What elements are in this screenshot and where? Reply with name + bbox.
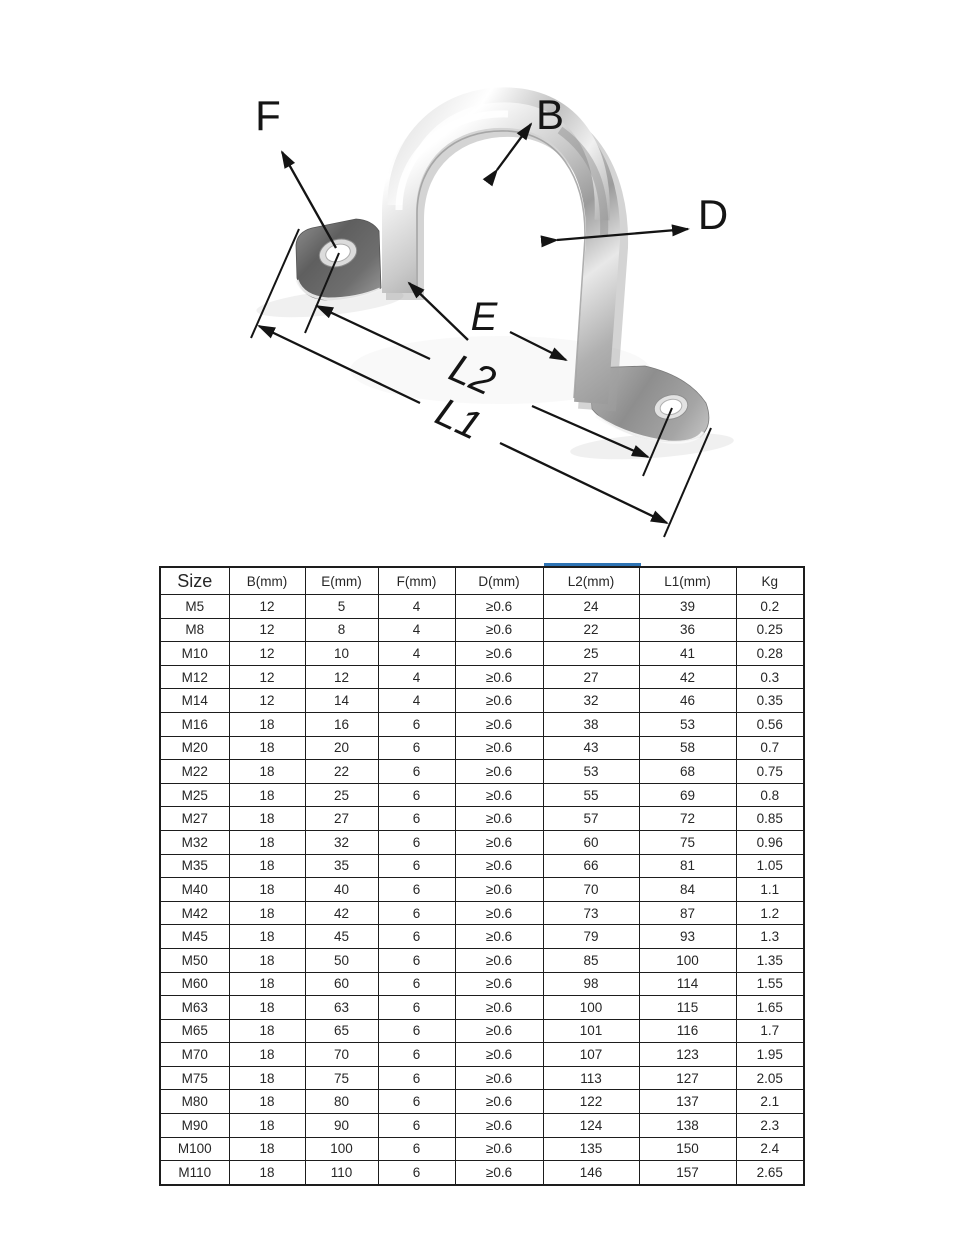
spec-cell: 18 <box>229 878 305 902</box>
spec-cell: 32 <box>543 689 639 713</box>
spec-cell: 0.8 <box>736 783 804 807</box>
spec-cell: ≥0.6 <box>455 783 543 807</box>
spec-row-m12 <box>160 665 804 689</box>
spec-cell: ≥0.6 <box>455 1161 543 1185</box>
spec-cell: ≥0.6 <box>455 712 543 736</box>
spec-cell: ≥0.6 <box>455 901 543 925</box>
spec-cell: ≥0.6 <box>455 830 543 854</box>
spec-cell: 18 <box>229 760 305 784</box>
spec-cell: 93 <box>639 925 736 949</box>
spec-cell: 70 <box>543 878 639 902</box>
spec-cell: 45 <box>305 925 378 949</box>
spec-cell: M65 <box>160 1019 229 1043</box>
spec-cell: M27 <box>160 807 229 831</box>
spec-cell: 0.25 <box>736 618 804 642</box>
spec-cell: 150 <box>639 1137 736 1161</box>
spec-cell: 0.85 <box>736 807 804 831</box>
spec-cell: M70 <box>160 1043 229 1067</box>
spec-cell: 63 <box>305 996 378 1020</box>
spec-cell: 60 <box>543 830 639 854</box>
spec-cell: 1.2 <box>736 901 804 925</box>
spec-cell: 10 <box>305 642 378 666</box>
spec-row-m27 <box>160 807 804 831</box>
spec-cell: 24 <box>543 595 639 619</box>
spec-cell: 2.4 <box>736 1137 804 1161</box>
spec-cell: 40 <box>305 878 378 902</box>
spec-cell: 42 <box>639 665 736 689</box>
spec-cell: M14 <box>160 689 229 713</box>
spec-cell: 12 <box>229 595 305 619</box>
spec-cell: M35 <box>160 854 229 878</box>
spec-cell: M16 <box>160 712 229 736</box>
spec-cell: ≥0.6 <box>455 854 543 878</box>
spec-cell: M42 <box>160 901 229 925</box>
spec-cell: 6 <box>378 925 455 949</box>
spec-cell: 66 <box>543 854 639 878</box>
spec-cell: M10 <box>160 642 229 666</box>
spec-cell: 18 <box>229 1161 305 1185</box>
spec-cell: ≥0.6 <box>455 972 543 996</box>
spec-cell: 4 <box>378 642 455 666</box>
spec-cell: 146 <box>543 1161 639 1185</box>
spec-row-m25 <box>160 783 804 807</box>
spec-cell: 41 <box>639 642 736 666</box>
spec-cell: 18 <box>229 901 305 925</box>
spec-cell: 46 <box>639 689 736 713</box>
spec-row-m8 <box>160 618 804 642</box>
spec-cell: ≥0.6 <box>455 689 543 713</box>
spec-cell: 12 <box>229 642 305 666</box>
spec-cell: ≥0.6 <box>455 878 543 902</box>
spec-cell: ≥0.6 <box>455 1019 543 1043</box>
spec-row-m80 <box>160 1090 804 1114</box>
spec-cell: M110 <box>160 1161 229 1185</box>
spec-cell: 4 <box>378 689 455 713</box>
spec-cell: 107 <box>543 1043 639 1067</box>
label-f: F <box>255 92 281 139</box>
spec-cell: M8 <box>160 618 229 642</box>
spec-row-m63 <box>160 996 804 1020</box>
spec-cell: ≥0.6 <box>455 665 543 689</box>
spec-cell: 18 <box>229 972 305 996</box>
spec-cell: M50 <box>160 948 229 972</box>
spec-cell: 6 <box>378 712 455 736</box>
spec-cell: 100 <box>543 996 639 1020</box>
spec-cell: M12 <box>160 665 229 689</box>
spec-cell: 6 <box>378 901 455 925</box>
spec-cell: 114 <box>639 972 736 996</box>
spec-cell: M100 <box>160 1137 229 1161</box>
spec-cell: 124 <box>543 1114 639 1138</box>
spec-cell: 22 <box>543 618 639 642</box>
spec-cell: 0.35 <box>736 689 804 713</box>
spec-cell: 5 <box>305 595 378 619</box>
spec-cell: 1.1 <box>736 878 804 902</box>
spec-cell: 65 <box>305 1019 378 1043</box>
spec-cell: ≥0.6 <box>455 1043 543 1067</box>
spec-cell: 110 <box>305 1161 378 1185</box>
spec-cell: 6 <box>378 760 455 784</box>
spec-cell: 39 <box>639 595 736 619</box>
spec-cell: 90 <box>305 1114 378 1138</box>
spec-row-m16 <box>160 712 804 736</box>
spec-cell: 75 <box>305 1066 378 1090</box>
spec-cell: 1.95 <box>736 1043 804 1067</box>
spec-cell: 4 <box>378 595 455 619</box>
spec-cell: ≥0.6 <box>455 1090 543 1114</box>
spec-cell: 12 <box>229 665 305 689</box>
spec-row-m35 <box>160 854 804 878</box>
spec-cell: 4 <box>378 665 455 689</box>
spec-cell: M40 <box>160 878 229 902</box>
spec-cell: 69 <box>639 783 736 807</box>
spec-cell: 1.65 <box>736 996 804 1020</box>
spec-row-m20 <box>160 736 804 760</box>
spec-cell: 100 <box>305 1137 378 1161</box>
spec-table-section <box>159 563 805 1186</box>
spec-cell: 0.56 <box>736 712 804 736</box>
spec-cell: 123 <box>639 1043 736 1067</box>
spec-cell: M60 <box>160 972 229 996</box>
spec-cell: 14 <box>305 689 378 713</box>
spec-cell: 6 <box>378 854 455 878</box>
spec-cell: 135 <box>543 1137 639 1161</box>
spec-cell: 0.2 <box>736 595 804 619</box>
spec-cell: 6 <box>378 1090 455 1114</box>
label-e: E <box>470 295 498 339</box>
spec-cell: 2.65 <box>736 1161 804 1185</box>
spec-cell: 0.75 <box>736 760 804 784</box>
spec-cell: 2.05 <box>736 1066 804 1090</box>
spec-cell: ≥0.6 <box>455 736 543 760</box>
spec-cell: M25 <box>160 783 229 807</box>
spec-cell: 57 <box>543 807 639 831</box>
spec-cell: 1.3 <box>736 925 804 949</box>
spec-cell: 27 <box>305 807 378 831</box>
spec-cell: 84 <box>639 878 736 902</box>
spec-cell: 80 <box>305 1090 378 1114</box>
spec-cell: 0.7 <box>736 736 804 760</box>
spec-cell: 6 <box>378 996 455 1020</box>
spec-cell: 6 <box>378 1161 455 1185</box>
spec-cell: 6 <box>378 878 455 902</box>
spec-cell: 116 <box>639 1019 736 1043</box>
spec-cell: 70 <box>305 1043 378 1067</box>
spec-cell: ≥0.6 <box>455 760 543 784</box>
spec-cell: 0.28 <box>736 642 804 666</box>
spec-cell: 0.96 <box>736 830 804 854</box>
spec-row-m40 <box>160 878 804 902</box>
spec-cell: 113 <box>543 1066 639 1090</box>
spec-cell: ≥0.6 <box>455 1066 543 1090</box>
spec-cell: 18 <box>229 712 305 736</box>
spec-cell: 79 <box>543 925 639 949</box>
spec-cell: M75 <box>160 1066 229 1090</box>
spec-cell: 53 <box>543 760 639 784</box>
spec-cell: M90 <box>160 1114 229 1138</box>
spec-cell: 0.3 <box>736 665 804 689</box>
spec-row-m90 <box>160 1114 804 1138</box>
spec-row-m75 <box>160 1066 804 1090</box>
spec-cell: ≥0.6 <box>455 618 543 642</box>
spec-cell: ≥0.6 <box>455 642 543 666</box>
spec-cell: 6 <box>378 972 455 996</box>
spec-cell: 55 <box>543 783 639 807</box>
spec-cell: 4 <box>378 618 455 642</box>
spec-cell: 6 <box>378 1066 455 1090</box>
spec-row-m10 <box>160 642 804 666</box>
spec-cell: 6 <box>378 830 455 854</box>
spec-cell: 18 <box>229 1090 305 1114</box>
spec-cell: ≥0.6 <box>455 595 543 619</box>
spec-row-m100 <box>160 1137 804 1161</box>
spec-cell: 12 <box>229 618 305 642</box>
spec-row-m5 <box>160 595 804 619</box>
spec-cell: 18 <box>229 948 305 972</box>
spec-cell: M22 <box>160 760 229 784</box>
spec-cell: 73 <box>543 901 639 925</box>
spec-cell: M45 <box>160 925 229 949</box>
spec-cell: 53 <box>639 712 736 736</box>
spec-cell: 22 <box>305 760 378 784</box>
spec-row-m22 <box>160 760 804 784</box>
e-arrow-left <box>409 283 468 340</box>
spec-cell: 1.7 <box>736 1019 804 1043</box>
spec-cell: 36 <box>639 618 736 642</box>
spec-cell: 18 <box>229 807 305 831</box>
spec-row-m65 <box>160 1019 804 1043</box>
spec-cell: 98 <box>543 972 639 996</box>
spec-row-m14 <box>160 689 804 713</box>
spec-cell: 6 <box>378 1137 455 1161</box>
spec-cell: 43 <box>543 736 639 760</box>
spec-cell: 20 <box>305 736 378 760</box>
spec-row-m70 <box>160 1043 804 1067</box>
spec-cell: 12 <box>305 665 378 689</box>
spec-cell: 18 <box>229 925 305 949</box>
spec-cell: 6 <box>378 1019 455 1043</box>
column-header-emm: E(mm) <box>305 567 378 595</box>
spec-cell: M80 <box>160 1090 229 1114</box>
column-header-kg: Kg <box>736 567 804 595</box>
spec-cell: ≥0.6 <box>455 996 543 1020</box>
spec-cell: ≥0.6 <box>455 807 543 831</box>
spec-cell: 6 <box>378 736 455 760</box>
spec-cell: 32 <box>305 830 378 854</box>
spec-cell: 2.3 <box>736 1114 804 1138</box>
spec-cell: 35 <box>305 854 378 878</box>
label-b: B <box>535 91 565 138</box>
spec-cell: 18 <box>229 1114 305 1138</box>
spec-cell: 6 <box>378 1043 455 1067</box>
spec-row-m60 <box>160 972 804 996</box>
spec-row-m45 <box>160 925 804 949</box>
spec-cell: ≥0.6 <box>455 1114 543 1138</box>
spec-cell: 1.55 <box>736 972 804 996</box>
spec-row-m110 <box>160 1161 804 1185</box>
spec-cell: 25 <box>305 783 378 807</box>
spec-cell: ≥0.6 <box>455 925 543 949</box>
spec-cell: 12 <box>229 689 305 713</box>
label-l2: L2 <box>443 345 502 405</box>
spec-cell: 58 <box>639 736 736 760</box>
l2-arrow-left <box>317 306 430 359</box>
label-d: D <box>697 191 729 238</box>
clamp-diagram <box>0 0 960 560</box>
spec-cell: 6 <box>378 948 455 972</box>
spec-cell: 81 <box>639 854 736 878</box>
spec-cell: 157 <box>639 1161 736 1185</box>
spec-table <box>159 566 805 1186</box>
spec-row-m32 <box>160 830 804 854</box>
spec-cell: 42 <box>305 901 378 925</box>
spec-cell: 68 <box>639 760 736 784</box>
column-header-dmm: D(mm) <box>455 567 543 595</box>
spec-cell: 27 <box>543 665 639 689</box>
spec-cell: 1.35 <box>736 948 804 972</box>
spec-table-header-row <box>160 567 804 595</box>
spec-cell: 16 <box>305 712 378 736</box>
spec-cell: 18 <box>229 854 305 878</box>
spec-cell: 87 <box>639 901 736 925</box>
l2-highlight <box>544 563 641 566</box>
spec-cell: 6 <box>378 783 455 807</box>
label-l1: L1 <box>429 389 488 449</box>
spec-cell: 18 <box>229 1137 305 1161</box>
spec-table-body <box>160 595 804 1185</box>
spec-cell: 85 <box>543 948 639 972</box>
spec-cell: 75 <box>639 830 736 854</box>
spec-cell: 38 <box>543 712 639 736</box>
spec-cell: 115 <box>639 996 736 1020</box>
spec-cell: 18 <box>229 1019 305 1043</box>
spec-cell: M20 <box>160 736 229 760</box>
spec-cell: 18 <box>229 783 305 807</box>
spec-cell: 1.05 <box>736 854 804 878</box>
column-header-l2mm: L2(mm) <box>543 567 639 595</box>
column-header-l1mm: L1(mm) <box>639 567 736 595</box>
spec-cell: ≥0.6 <box>455 948 543 972</box>
spec-cell: 101 <box>543 1019 639 1043</box>
spec-cell: 50 <box>305 948 378 972</box>
spec-cell: 18 <box>229 1043 305 1067</box>
spec-cell: 2.1 <box>736 1090 804 1114</box>
spec-cell: 6 <box>378 1114 455 1138</box>
column-header-size: Size <box>160 567 229 595</box>
column-header-bmm: B(mm) <box>229 567 305 595</box>
spec-cell: 100 <box>639 948 736 972</box>
spec-row-m50 <box>160 948 804 972</box>
spec-cell: 138 <box>639 1114 736 1138</box>
spec-cell: 18 <box>229 1066 305 1090</box>
spec-cell: M5 <box>160 595 229 619</box>
spec-cell: ≥0.6 <box>455 1137 543 1161</box>
spec-cell: M63 <box>160 996 229 1020</box>
spec-cell: M32 <box>160 830 229 854</box>
spec-cell: 72 <box>639 807 736 831</box>
spec-cell: 18 <box>229 830 305 854</box>
spec-cell: 8 <box>305 618 378 642</box>
spec-cell: 60 <box>305 972 378 996</box>
spec-row-m42 <box>160 901 804 925</box>
column-header-fmm: F(mm) <box>378 567 455 595</box>
spec-cell: 25 <box>543 642 639 666</box>
spec-cell: 18 <box>229 736 305 760</box>
spec-cell: 122 <box>543 1090 639 1114</box>
spec-cell: 127 <box>639 1066 736 1090</box>
spec-cell: 18 <box>229 996 305 1020</box>
spec-cell: 137 <box>639 1090 736 1114</box>
spec-cell: 6 <box>378 807 455 831</box>
